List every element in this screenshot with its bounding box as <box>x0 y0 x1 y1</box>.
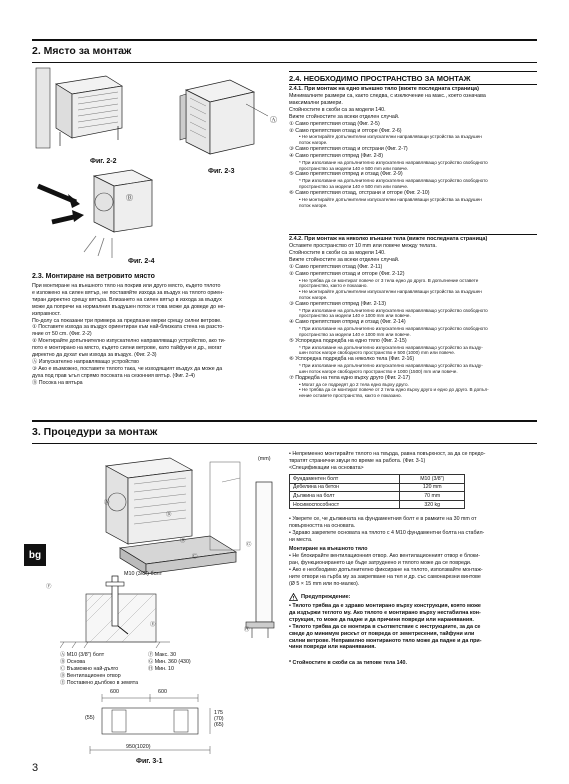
dim-600-left: 600 <box>110 689 119 695</box>
dim-65: (65) <box>214 722 224 728</box>
list-item-note: • Не трябва да се монтират повече от 2 тела едно върху друго и едно до друго. В допъл- <box>299 387 489 393</box>
text-line: директно да духат към изхода за въздух. (Фиг. 2-3) <box>32 352 157 359</box>
unit-mm: (mm) <box>258 456 271 462</box>
text-line: Ⓑ Посока на вятъра <box>32 379 83 386</box>
spec-label: Фундаментен болт <box>290 475 400 484</box>
warning-title: Предупреждение: <box>301 593 351 600</box>
wall-left <box>36 68 50 148</box>
list-item-note: пространство за модели 140 е 1000 mm или повече. <box>299 313 411 319</box>
text-line: изправност. <box>32 310 61 317</box>
list-item-note: пространство, както е показано. <box>299 283 368 289</box>
wall <box>210 462 240 550</box>
plan-outline <box>102 708 198 734</box>
unit-front <box>94 176 114 232</box>
unit-front <box>56 84 72 138</box>
marker-3b: Ⓑ <box>180 538 186 544</box>
unit-side <box>114 180 152 232</box>
legend-right <box>148 652 228 673</box>
list-item-note: * При използване на допълнително изпускателно направляващо устройство за възду- <box>299 363 483 369</box>
text-line: повърхността на основата. <box>289 522 356 529</box>
list-item-note: • Не монтирайте допълнителни изпускателни направляващи устройства за въздушен <box>299 134 482 140</box>
text-line: ните отвори на гърба му за закрепване на тел и др. със самонарезни винтове <box>289 573 481 580</box>
list-item-note: • Не трябва да се монтират повече от 3 тела едно до друго. В допълнение оставете <box>299 277 479 283</box>
text-line: Минималните размери са, както следва, с изключение на макс., което означава <box>289 93 486 99</box>
text-line: • Здраво закрепете основата на тялото с 4 M10 фундаментни болта на стабил- <box>289 529 485 536</box>
concrete-block <box>86 594 156 642</box>
unit-side <box>72 86 122 138</box>
dim-175: 175 <box>214 710 223 716</box>
list-item: ③ Само препятствия отзад и отстрани (Фиг. 2-7) <box>289 146 408 153</box>
legend-item: Ⓑ Основа <box>60 658 86 665</box>
text-line: тиран директно срещу вятъра. Влизането на силен вятър в изхода за въздух <box>32 296 222 303</box>
text-line: духа под прав ъгъл спрямо посоката на сезонния вятър. (Фиг. 2-4) <box>32 372 195 379</box>
list-item-note: шен поток нагоре свободното пространство е 1000 (1500) mm или повече. <box>299 368 458 374</box>
list-item-note: * При използване на допълнително изпускателно направляващо устройство свободното <box>299 178 488 184</box>
list-item: ④ Само препятствия отпред и отзад (Фиг. 2-14) <box>289 319 406 326</box>
legend-item: Ⓒ Възможно най-дълго <box>60 665 119 672</box>
legend-item: Ⓖ Мин. 360 (430) <box>148 658 191 665</box>
s241-body <box>289 93 537 208</box>
text-line: По-долу са показани три примера за предпазни мерки срещу силни ветрове. <box>32 317 222 324</box>
s242-title: 2.4.2. При монтаж на няколко външни тела (вижте последната страница) <box>289 236 488 242</box>
footnote: * Стойностите в скоби са за типове тела 140. <box>289 660 407 666</box>
side-elevation <box>256 482 272 622</box>
list-item: ⑤ Само препятствия отпред и отзад (Фиг. 2-9) <box>289 171 403 178</box>
list-item-note: • Не монтирайте допълнителни изпускателни направляващи устройства за въздушен <box>299 289 482 295</box>
spec-label: Носимоспособност <box>290 500 400 509</box>
marker-3f: Ⓕ <box>46 584 52 590</box>
text-line: ③ Ако е възможно, поставете тялото така, че изходящият въздух да може да <box>32 365 223 372</box>
text-line: • Тялото трябва да се монтира в съответствие с инструкциите, за да се <box>289 623 481 630</box>
marker-3e: Ⓔ <box>150 622 156 628</box>
list-item: ③ Само препятствия отпред (Фиг. 2-13) <box>289 300 386 307</box>
list-item-note: * При използване на допълнително изпускателно направляващо устройство за възду- <box>299 344 483 350</box>
list-item-note: поток нагоре. <box>299 294 328 300</box>
text-line: чини повреди или наранявания. <box>289 644 376 651</box>
list-item-note: • Могат да се подредят до 2 тела едно върху друго. <box>299 381 409 387</box>
mount-title: Монтиране на външното тяло <box>289 546 368 552</box>
marker-3c: Ⓒ <box>192 554 198 560</box>
s23-title: 2.3. Монтиране на ветровито място <box>32 273 155 280</box>
text-line: е изложено на силен вятър, не поставяйте изхода за въздух на тялото ориен- <box>32 289 224 296</box>
fig-2-4-caption: Фиг. 2-4 <box>128 258 155 265</box>
fig-2-2-illustration <box>34 66 126 152</box>
text-line: • Не блокирайте вентилационния отвор. Ако вентилационният отвор е блоки- <box>289 553 480 559</box>
text-line: ни места. <box>289 536 313 543</box>
text-line: твратят странични звуци по време на работа. (Фиг. 3-1) <box>289 457 426 464</box>
legend-item: Ⓕ Макс. 30 <box>148 652 177 658</box>
spec-value: 70 mm <box>400 492 465 501</box>
dim-600-right: 600 <box>158 689 167 695</box>
page-number: 3 <box>32 762 39 774</box>
marker-3d: Ⓓ <box>166 512 172 518</box>
list-item-note: пространство за модели 140 е 1000 mm или повече. <box>299 331 411 337</box>
list-item: ⑤ Успоредна подредба на едно тяло (Фиг. 2-15) <box>289 337 407 344</box>
dim-950: 950(1020) <box>126 744 151 750</box>
text-line: яние от 50 cm. (Фиг. 2-2) <box>32 331 92 338</box>
marker-a: Ⓐ <box>270 117 277 124</box>
s241-title: 2.4.1. При монтаж на едно външно тяло (вижте последната страница) <box>289 86 479 92</box>
text-line: • Уверете се, че дължината на фундаментния болт е в рамките на 30 mm от <box>289 516 477 522</box>
list-item-note: * При използване на допълнително изпускателно направляващо устройство свободното <box>299 326 488 332</box>
list-item-note: шен поток нагоре свободното пространство е 500 (1000) mm или повече. <box>299 350 456 356</box>
list-item: ⑥ Само препятствия отзад, отстрани и отгоре (Фиг. 2-10) <box>289 189 430 196</box>
table-row <box>290 492 465 501</box>
text-line: Оставете пространство от 10 mm или повече между телата. <box>289 243 437 249</box>
section3-title: 3. Процедури за монтаж <box>32 426 158 438</box>
fig-2-4-illustration <box>34 162 164 262</box>
text-line: Вижте стойностите за всеки отделен случай. <box>289 256 400 263</box>
s242-body <box>289 243 537 399</box>
text-line: <Спецификации на основата> <box>289 464 364 471</box>
list-item: ⑦ Подредба на тела едно върху друго (Фиг. 2-17) <box>289 374 411 381</box>
dim-70: (70) <box>214 716 224 722</box>
marker-b: Ⓑ <box>126 195 133 202</box>
text-line: струкция, то може да падне и да причини повреди или наранявания. <box>289 616 474 623</box>
list-item: ⑥ Успоредна подредба на няколко тела (Фиг. 2-16) <box>289 356 415 363</box>
legend-item: Ⓗ Мин. 10 <box>148 665 174 672</box>
fig-2-2-caption: Фиг. 2-2 <box>90 158 117 165</box>
text-line: силни ветрове. Неправилно монтираното тяло може да падне и да при- <box>289 637 482 644</box>
list-item-note: пространство за модели 140 е 500 mm или повече. <box>299 184 409 190</box>
text-line: максимални размери. <box>289 99 343 106</box>
language-tab: bg <box>24 544 46 566</box>
table-row <box>290 500 465 509</box>
s24-title: 2.4. НЕОБХОДИМО ПРОСТРАНСТВО ЗА МОНТАЖ <box>289 74 471 83</box>
list-item: ② Само препятствия отзад и отгоре (Фиг. 2-6) <box>289 127 402 134</box>
text-line: може да попречи на нормалния въздушен поток и това може да доведе до не- <box>32 303 226 310</box>
section2-title: 2. Място за монтаж <box>32 45 132 57</box>
list-item-note: поток нагоре. <box>299 202 328 208</box>
unit-side <box>210 92 254 154</box>
list-item: ① Само препятствия отзад (Фиг. 2-11) <box>289 263 383 270</box>
text-line: ран, функционирането ще бъде затруднено и тялото може да се повреди. <box>289 559 472 566</box>
s3-after <box>289 516 537 544</box>
spec-label: Дебелина на бетон <box>290 483 400 492</box>
text-line: ② Монтирайте допълнително изпускателно направляващо устройство, ако ти- <box>32 338 226 345</box>
list-item: ① Само препятствия отзад (Фиг. 2-5) <box>289 120 380 127</box>
legend-item: Ⓐ M10 (3/8") болт <box>60 652 105 658</box>
bolt-label: M10 (3/8") болт <box>124 571 163 577</box>
warning-header <box>289 593 351 601</box>
discharge-guide <box>180 94 186 140</box>
fig-3-1-caption: Фиг. 3-1 <box>136 758 163 765</box>
spec-value: 120 mm <box>400 483 465 492</box>
s3-intro <box>289 451 537 472</box>
marker-3g: Ⓖ <box>246 542 252 548</box>
text-line: да издържи теглото му. Ако тялото е монтирано върху нестабилна кон- <box>289 609 481 616</box>
text-line: ① Поставете изхода за въздух ориентиран към най-близката стена на разсто- <box>32 324 225 331</box>
text-line: • Ако е необходимо допълнително фиксиране на тялото, използвайте монтаж- <box>289 566 483 573</box>
text-line: (Ø 5 × 15 mm или по-малко). <box>289 580 360 587</box>
spec-value: M10 (3/8") <box>400 475 465 484</box>
table-row <box>290 475 465 484</box>
text-line: Стойностите в скоби са за модели 140. <box>289 106 386 113</box>
list-item-note: поток нагоре. <box>299 140 328 146</box>
list-item-note: нение оставете пространство, както е показано. <box>299 393 402 399</box>
dim-55: (55) <box>85 715 95 721</box>
fig-3-1-illustration <box>60 452 275 772</box>
text-line: • Тялото трябва да е здраво монтирано върху конструкция, която може <box>289 603 481 609</box>
text-line: При монтиране на външното тяло на покрив или друго място, където тялото <box>32 283 221 289</box>
text-line: Ⓐ Изпускателно направляващо устройство <box>32 358 139 365</box>
marker-3a: Ⓐ <box>104 500 110 506</box>
text-line: • Непременно монтирайте тялото на твърда, равна повърхност, за да се предо- <box>289 451 486 457</box>
spec-value: 320 kg <box>400 500 465 509</box>
list-item-note: • Не монтирайте допълнителни изпускателни направляващи устройства за въздушен <box>299 196 482 202</box>
list-item-note: * При използване на допълнително изпускателно направляващо устройство свободното <box>299 307 488 313</box>
text-line: Стойностите в скоби са за модели 140. <box>289 249 386 256</box>
warning-icon <box>289 593 298 601</box>
foundation-spec-table <box>289 474 465 509</box>
list-item-note: * При използване на допълнително изпускателно направляващо устройство свободното <box>299 159 488 165</box>
text-line: сведе до минимум рискът от повреда от земетресения, тайфуни или <box>289 630 475 637</box>
s3-warning <box>289 603 537 651</box>
s3-mount <box>289 553 537 588</box>
legend-item: Ⓓ Вентилационен отвор <box>60 672 121 679</box>
text-line: пото е монтирано на място, където силни ветрове, като тайфуни и др., могат <box>32 345 222 352</box>
s23-body <box>32 283 280 387</box>
list-item: ④ Само препятствия отпред (Фиг. 2-8) <box>289 152 384 159</box>
fig-2-3-caption: Фиг. 2-3 <box>208 168 235 175</box>
table-row <box>290 483 465 492</box>
list-item: ② Само препятствия отзад и отгоре (Фиг. 2-12) <box>289 270 405 277</box>
text-line: Вижте стойностите за всеки отделен случай. <box>289 113 400 120</box>
marker-3h: Ⓗ <box>244 627 250 633</box>
legend-item: Ⓔ Поставено дълбоко в земята <box>60 679 139 686</box>
list-item-note: пространство за модели 140 е 500 mm или повече. <box>299 165 409 171</box>
spec-label: Дължина на болт <box>290 492 400 501</box>
